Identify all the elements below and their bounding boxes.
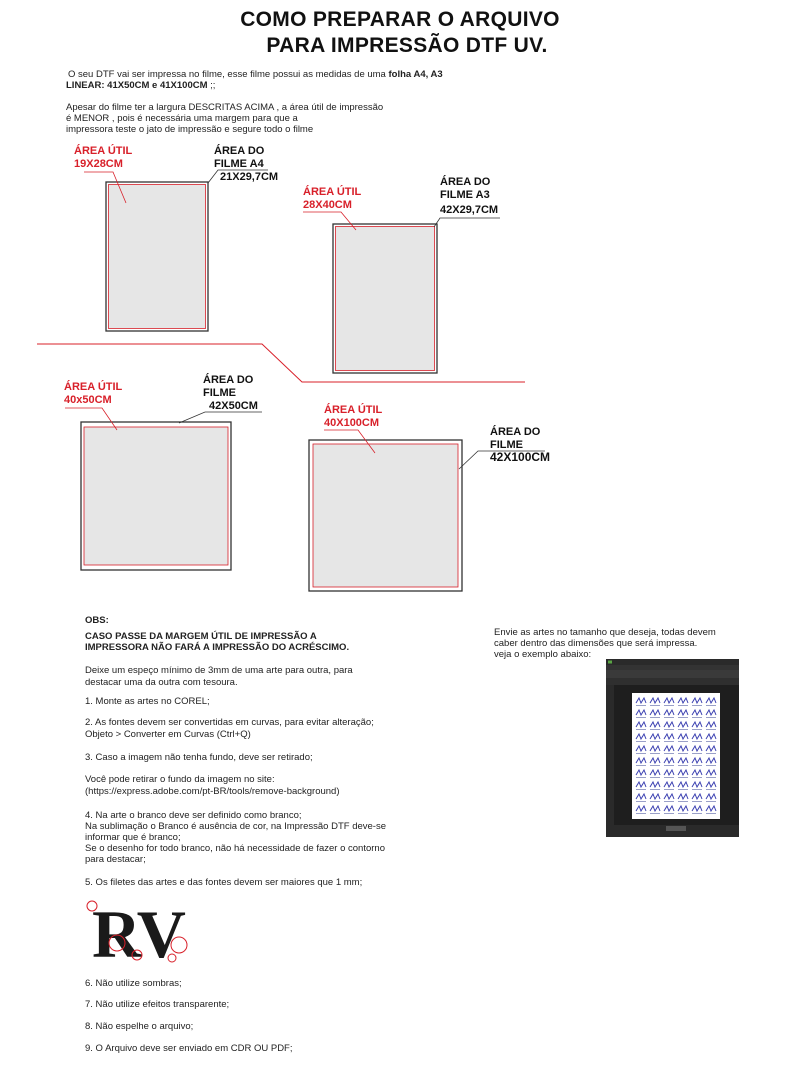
art-tile-caption	[692, 741, 702, 742]
art-tile-caption	[706, 777, 716, 778]
l100-film-size: 42X100CM	[490, 450, 551, 464]
instruction-9: 9. O Arquivo deve ser enviado em CDR OU PDF;	[85, 1043, 293, 1054]
a4-util-rect	[109, 185, 206, 329]
art-tile-caption	[706, 729, 716, 730]
page-title-line-1: COMO PREPARAR O ARQUIVO	[240, 8, 560, 31]
art-tile-caption	[650, 741, 660, 742]
l100-util-rect	[313, 444, 458, 587]
art-tile-caption	[706, 801, 716, 802]
instruction-2b: Objeto > Converter em Curvas (Ctrl+Q)	[85, 729, 251, 740]
a3-film-size: 42X29,7CM	[440, 204, 499, 216]
l100-film-label-2: FILME	[490, 439, 523, 451]
a3-util-rect	[336, 227, 435, 371]
obs-warning-line-1: CASO PASSE DA MARGEM ÚTIL DE IMPRESSÃO A	[85, 631, 317, 642]
art-tile-caption	[650, 801, 660, 802]
l50-film-label-2: FILME	[203, 387, 236, 399]
art-tile-caption	[636, 753, 646, 754]
side-note-line-3: veja o exemplo abaixo:	[494, 649, 592, 660]
intro-para2-line-1: Apesar do filme ter a largura DESCRITAS ACIMA , a área útil de impressão	[66, 102, 384, 113]
art-tile-caption	[678, 741, 688, 742]
instruction-8: 8. Não espelhe o arquivo;	[85, 1021, 194, 1032]
art-tile-caption	[650, 729, 660, 730]
corel-logo-icon	[608, 661, 612, 664]
art-tile-caption	[664, 729, 674, 730]
obs-heading: OBS:	[85, 615, 109, 626]
art-tile-caption	[636, 765, 646, 766]
art-tile-caption	[678, 717, 688, 718]
l100-util-size: 40X100CM	[324, 417, 380, 429]
toolbox	[606, 685, 614, 825]
art-tile-caption	[650, 753, 660, 754]
art-tile-caption	[692, 801, 702, 802]
spacing-note-line-1: Deixe um espeço mínimo de 3mm de uma arte para outra, para	[85, 665, 353, 676]
instruction-4c: informar que é branco;	[85, 832, 181, 843]
site-note-url: (https://express.adobe.com/pt-BR/tools/remove-background)	[85, 786, 340, 797]
art-tile-caption	[650, 765, 660, 766]
art-tile-caption	[692, 777, 702, 778]
art-tile-caption	[678, 801, 688, 802]
toolbar	[606, 670, 739, 678]
art-tile-caption	[692, 705, 702, 706]
l50-film-size: 42X50CM	[209, 400, 258, 412]
art-tile-caption	[650, 789, 660, 790]
art-tile-caption	[678, 813, 688, 814]
instruction-1: 1. Monte as artes no COREL;	[85, 696, 210, 707]
corel-example-screenshot	[606, 659, 739, 837]
rv-sample-text: RV	[92, 896, 184, 965]
spacing-note-line-2: destacar uma da outra com tesoura.	[85, 677, 238, 688]
art-tile-caption	[664, 777, 674, 778]
art-tile-caption	[664, 705, 674, 706]
art-tile-caption	[692, 813, 702, 814]
art-tile-caption	[636, 813, 646, 814]
diagram-a4	[84, 170, 268, 331]
art-tile-caption	[636, 705, 646, 706]
a4-film-label-2: FILME A4	[214, 158, 264, 170]
art-tile-caption	[636, 789, 646, 790]
art-tile-caption	[678, 789, 688, 790]
instruction-4e: para destacar;	[85, 854, 146, 865]
art-tile-caption	[692, 753, 702, 754]
intro-para2-line-2: é MENOR , pois é necessária uma margem para que a	[66, 113, 298, 124]
art-tile-caption	[692, 765, 702, 766]
art-tile-caption	[678, 753, 688, 754]
a3-util-label: ÁREA ÚTIL	[303, 186, 362, 198]
site-note-line-1: Você pode retirar o fundo da imagem no site:	[85, 774, 275, 785]
instruction-7: 7. Não utilize efeitos transparente;	[85, 999, 230, 1010]
art-tile-caption	[636, 741, 646, 742]
diagram-linear-50	[65, 408, 262, 570]
a3-util-size: 28X40CM	[303, 199, 352, 211]
art-tile-caption	[692, 717, 702, 718]
art-tile-caption	[706, 705, 716, 706]
a3-film-label-2: FILME A3	[440, 189, 490, 201]
a3-film-label-1: ÁREA DO	[440, 176, 491, 188]
side-note-line-1: Envie as artes no tamanho que deseja, todas devem	[494, 627, 716, 638]
l100-film-label-1: ÁREA DO	[490, 426, 541, 438]
art-tile-caption	[650, 705, 660, 706]
instruction-6: 6. Não utilize sombras;	[85, 978, 182, 989]
a4-util-label: ÁREA ÚTIL	[74, 145, 133, 157]
instruction-4d: Se o desenho for todo branco, não há necessidade de fazer o contorno	[85, 843, 385, 854]
instruction-4b: Na sublimação o Branco é ausência de cor, na Impressão DTF deve-se	[85, 821, 386, 832]
art-tile-caption	[706, 789, 716, 790]
art-tile-caption	[664, 753, 674, 754]
art-tile-caption	[706, 765, 716, 766]
art-tile-caption	[664, 765, 674, 766]
art-tile-caption	[650, 777, 660, 778]
page-title-line-2: PARA IMPRESSÃO DTF UV.	[266, 34, 548, 57]
art-tile-caption	[636, 717, 646, 718]
intro-line-2: LINEAR: 41X50CM e 41X100CM ;;	[66, 80, 216, 91]
art-tile-caption	[706, 741, 716, 742]
art-tile-caption	[664, 813, 674, 814]
intro-line-1: O seu DTF vai ser impressa no filme, esse filme possui as medidas de uma folha A4, A3	[68, 69, 443, 80]
instruction-3: 3. Caso a imagem não tenha fundo, deve ser retirado;	[85, 752, 313, 763]
corel-window	[606, 659, 739, 837]
art-tile-caption	[678, 765, 688, 766]
art-tile-caption	[706, 717, 716, 718]
menu-bar	[606, 665, 739, 670]
art-tile-caption	[650, 813, 660, 814]
property-bar	[606, 678, 739, 685]
art-tile-caption	[664, 801, 674, 802]
side-note-line-2: caber dentro das dimensões que será impressa.	[494, 638, 698, 649]
rv-stroke-sample	[82, 895, 212, 965]
obs-warning-line-2: IMPRESSORA NÃO FARÁ A IMPRESSÃO DO ACRÉSCIMO.	[85, 642, 350, 653]
l50-film-label-1: ÁREA DO	[203, 374, 254, 386]
l50-util-label: ÁREA ÚTIL	[64, 381, 123, 393]
art-tile-caption	[650, 717, 660, 718]
l50-util-rect	[84, 427, 228, 565]
section-divider	[37, 344, 525, 382]
instruction-5: 5. Os filetes das artes e das fontes devem ser maiores que 1 mm;	[85, 877, 363, 888]
diagram-a3	[303, 212, 500, 373]
intro-para2-line-3: impressora teste o jato de impressão e segure todo o filme	[66, 124, 314, 135]
a4-film-label-1: ÁREA DO	[214, 145, 265, 157]
art-tile-caption	[664, 717, 674, 718]
art-tile-caption	[706, 813, 716, 814]
art-tile-caption	[706, 753, 716, 754]
art-tile-caption	[664, 789, 674, 790]
a3-film-leader	[434, 218, 500, 227]
art-tile-caption	[678, 705, 688, 706]
art-tile-caption	[692, 789, 702, 790]
a4-film-size: 21X29,7CM	[220, 171, 279, 183]
art-tile-caption	[636, 729, 646, 730]
page-tab	[666, 826, 686, 831]
art-tile-caption	[636, 777, 646, 778]
art-tile-caption	[678, 777, 688, 778]
instruction-2a: 2. As fontes devem ser convertidas em curvas, para evitar alteração;	[85, 717, 374, 728]
l100-util-label: ÁREA ÚTIL	[324, 404, 383, 416]
l50-util-size: 40x50CM	[64, 394, 112, 406]
art-tile-caption	[678, 729, 688, 730]
window-titlebar	[606, 659, 739, 665]
instruction-4a: 4. Na arte o branco deve ser definido como branco;	[85, 810, 302, 821]
art-tile-caption	[664, 741, 674, 742]
art-tile-caption	[692, 729, 702, 730]
art-tile-caption	[636, 801, 646, 802]
a4-util-size: 19X28CM	[74, 158, 123, 170]
